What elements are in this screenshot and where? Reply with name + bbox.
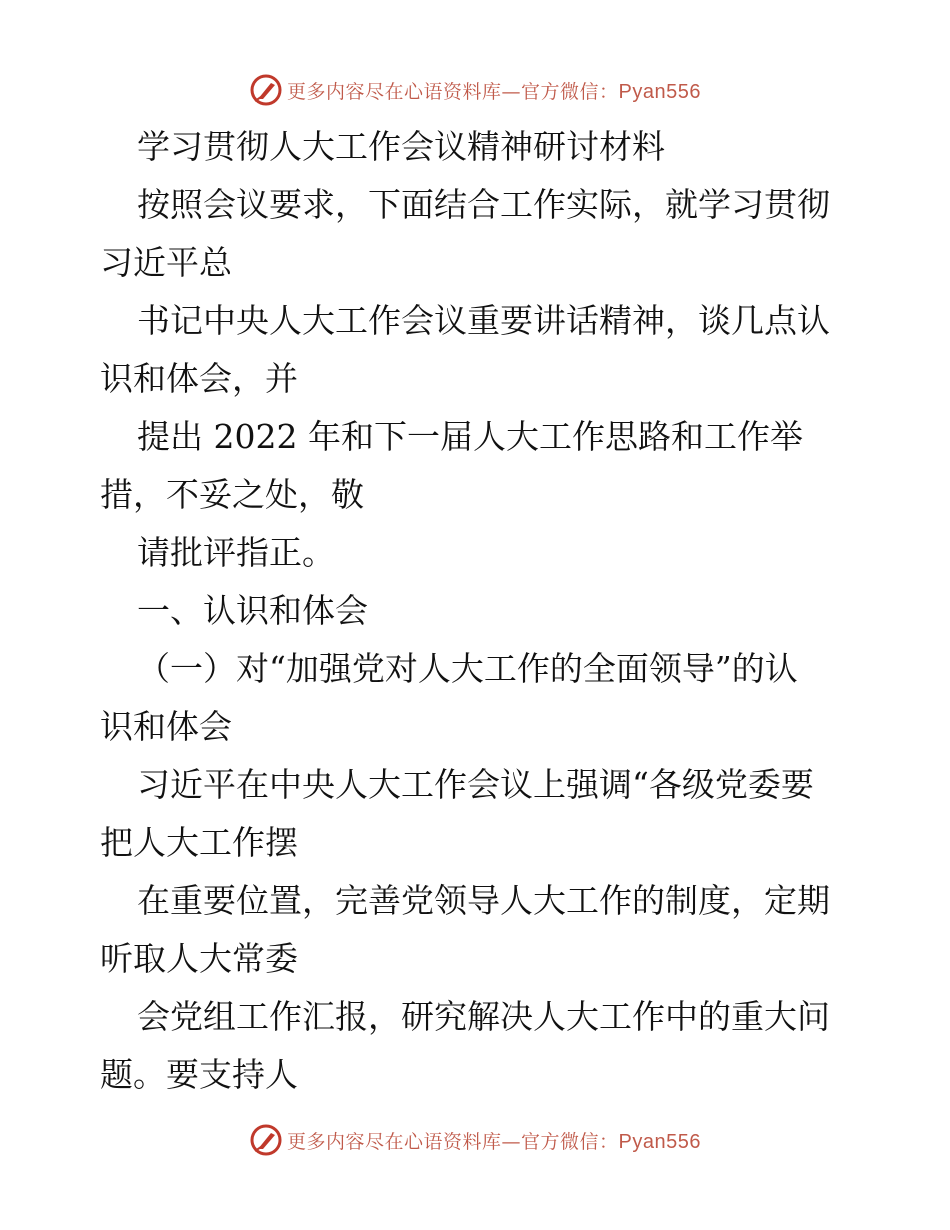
text-line: 一、认识和体会 xyxy=(137,591,368,630)
footer-watermark xyxy=(0,1120,950,1160)
watermark-separator: — xyxy=(501,80,522,103)
quill-logo-icon xyxy=(249,73,283,107)
text-line: 按照会议要求，下面结合工作实际，就学习贯彻 xyxy=(137,185,830,224)
text-line: 听取人大常委 xyxy=(100,939,298,978)
header-watermark xyxy=(0,70,950,110)
watermark-wechat-id: Pyan556 xyxy=(618,1130,701,1153)
watermark-text xyxy=(287,1127,701,1154)
text-line: （一）对“加强党对人大工作的全面领导”的认 xyxy=(137,649,798,688)
text-line: 识和体会 xyxy=(100,707,232,746)
text-line: 题。要支持人 xyxy=(100,1055,298,1094)
quill-logo-icon xyxy=(249,1123,283,1157)
text-line: 书记中央人大工作会议重要讲话精神，谈几点认 xyxy=(137,301,830,340)
text-line: 会党组工作汇报，研究解决人大工作中的重大问 xyxy=(137,997,830,1036)
text-line: 请批评指正。 xyxy=(137,533,335,572)
watermark-wechat-label: 官方微信： xyxy=(521,1130,619,1153)
watermark-main: 更多内容尽在心语资料库 xyxy=(287,1130,502,1153)
watermark-wechat-label: 官方微信： xyxy=(521,80,619,103)
text-line: 学习贯彻人大工作会议精神研讨材料 xyxy=(137,127,665,166)
text-line: 识和体会，并 xyxy=(100,359,298,398)
text-line: 在重要位置，完善党领导人大工作的制度，定期 xyxy=(137,881,830,920)
text-line: 提出 2022 年和下一届人大工作思路和工作举 xyxy=(137,417,803,456)
document-body xyxy=(100,118,860,1104)
watermark-text xyxy=(287,77,701,104)
watermark-separator: — xyxy=(501,1130,522,1153)
text-line: 把人大工作摆 xyxy=(100,823,298,862)
text-line: 习近平在中央人大工作会议上强调“各级党委要 xyxy=(137,765,814,804)
text-line: 习近平总 xyxy=(100,243,232,282)
text-line: 措，不妥之处，敬 xyxy=(100,475,364,514)
watermark-main: 更多内容尽在心语资料库 xyxy=(287,80,502,103)
watermark-wechat-id: Pyan556 xyxy=(618,80,701,103)
